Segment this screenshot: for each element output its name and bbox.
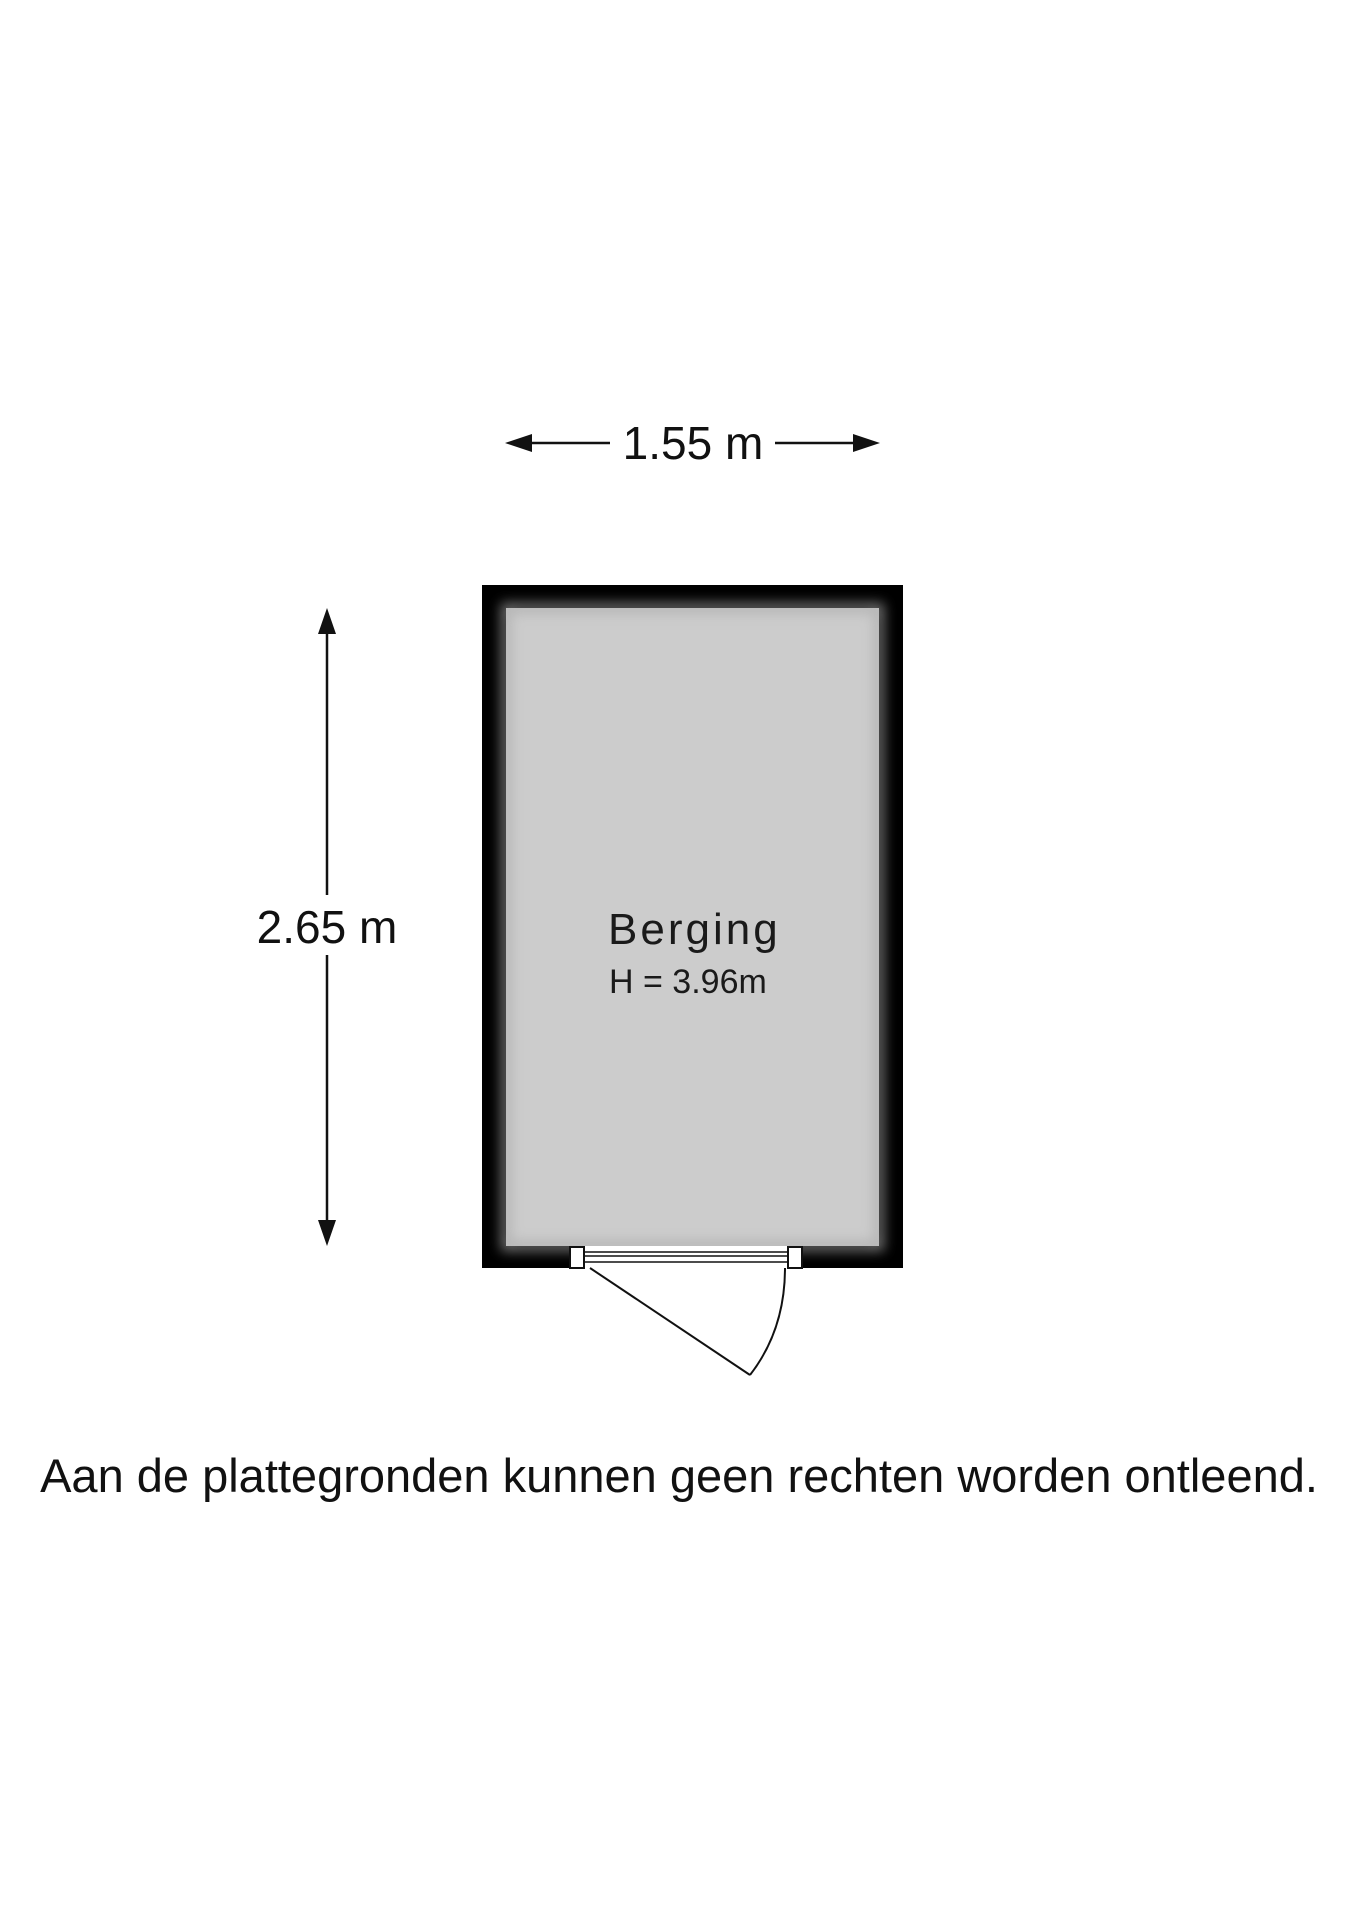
width-dimension <box>505 417 880 469</box>
door-leaf <box>590 1268 750 1375</box>
length-label: 2.65 m <box>256 901 398 953</box>
width-label: 1.55 m <box>622 417 764 469</box>
door <box>570 1246 802 1375</box>
door-swing-arc <box>750 1268 785 1375</box>
room-height: H = 3.96m <box>609 963 767 1001</box>
length-dimension <box>257 608 398 1246</box>
disclaimer-text: Aan de plattegronden kunnen geen rechten worden ontleend. <box>40 1449 1318 1502</box>
room-berging <box>482 585 903 1375</box>
room-name: Berging <box>608 905 781 954</box>
